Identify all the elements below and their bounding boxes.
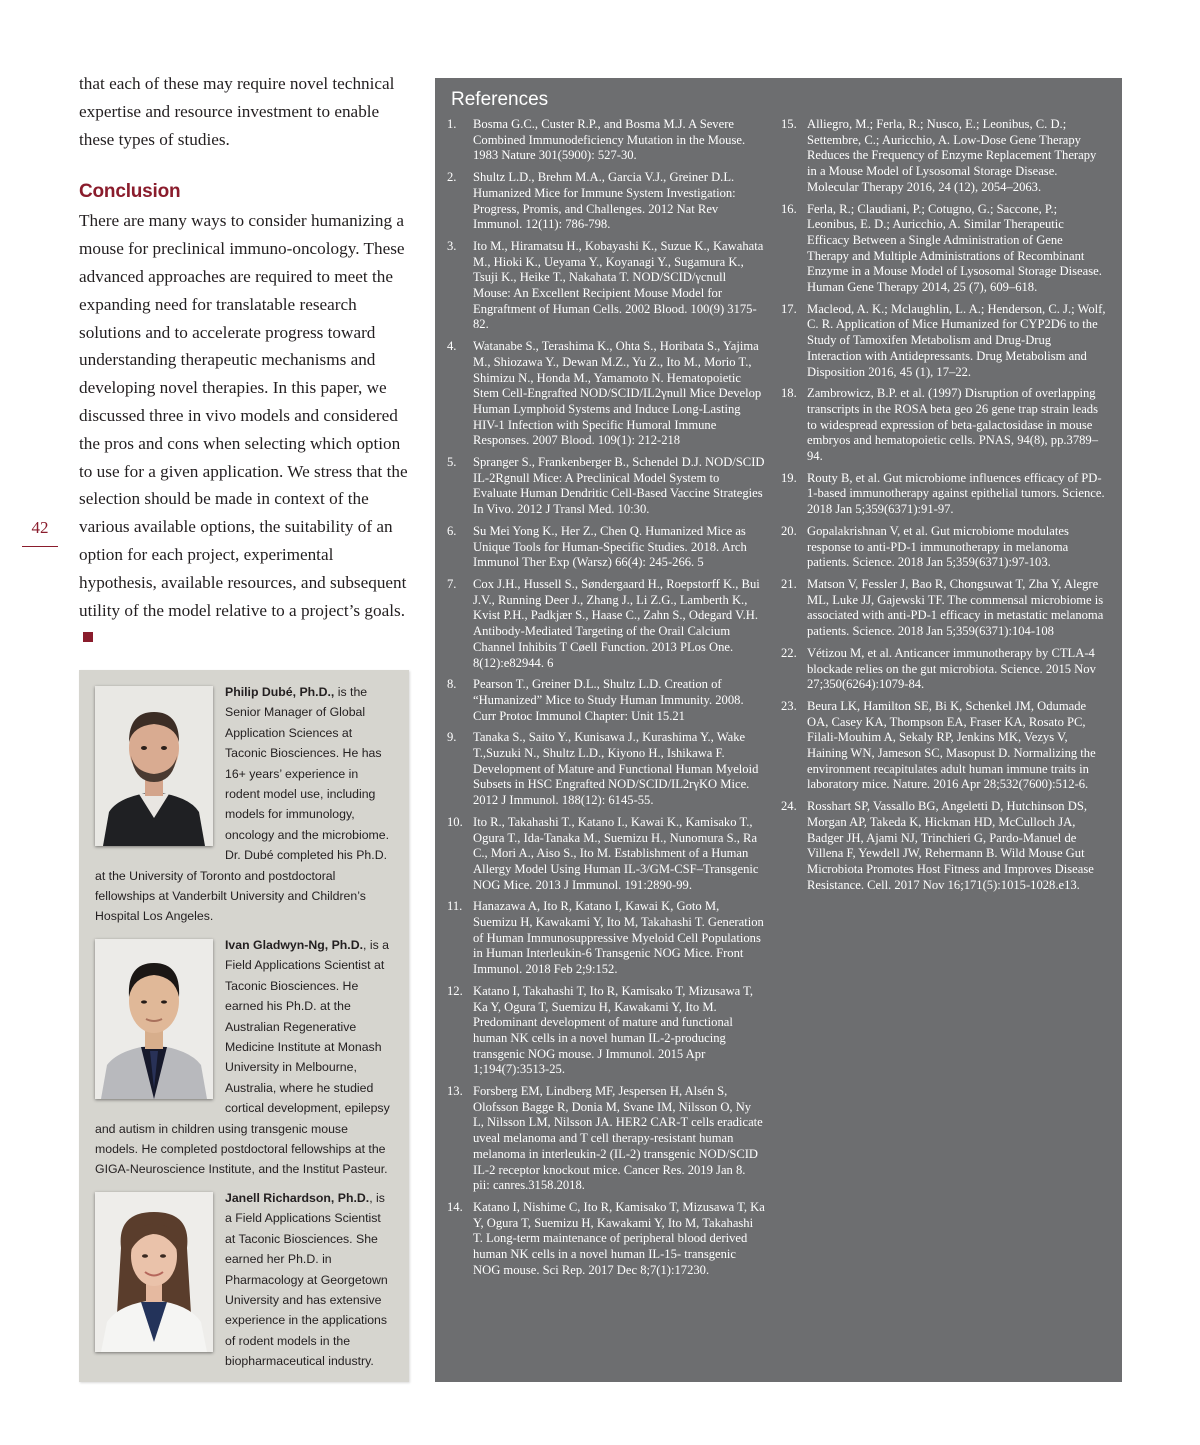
reference-item [447,170,765,233]
author-bios-panel [79,670,409,1382]
reference-number: 20. [781,523,797,538]
reference-text: Ito M., Hiramatsu H., Kobayashi K., Suzue K., Kawahata M., Hioki K., Ueyama Y., Koyanagi Y., Sugamura K., Tsuji K., Heike T., Nakahata T. NOD/SCID/γcnull Mouse: An Excellent Recipient Mouse Model for Engraftment of Human Cells. 2002 Blood. 100(9) 3175-82. [473,238,764,332]
reference-item [447,524,765,571]
reference-number: 21. [781,576,797,591]
reference-item [447,117,765,164]
reference-number: 8. [447,677,457,692]
reference-text: Routy B, et al. Gut microbiome influences efficacy of PD-1-based immunotherapy against epithelial tumors. Science. 2018 Jan 5;359(6371):91-97. [807,470,1105,517]
reference-item [781,699,1107,793]
author-name: Ivan Gladwyn-Ng, Ph.D. [225,938,364,952]
author-photo-janell-richardson [95,1192,213,1352]
reference-text: Beura LK, Hamilton SE, Bi K, Schenkel JM, Odumade OA, Casey KA, Thompson EA, Fraser KA, Rosato PC, Filali-Mouhim A, Sekaly RP, Jenkins MK, Vezys V, Haining WN, Jameson SC, Masopust D. Normalizing the environment recapitulates adult human immune traits in laboratory mice. Nature. 2016 Apr 28;532(7600):512-6. [807,698,1096,792]
reference-number: 14. [447,1200,463,1214]
reference-text: Ferla, R.; Claudiani, P.; Cotugno, G.; Saccone, P.; Leonibus, E. D.; Auricchio, A. Similar Therapeutic Efficacy Between a Single Administration of Gene Therapy and Multiple Administrations of Recombinant Enzyme in a Mouse Model of Lysosomal Storage Disease. Human Gene Therapy 2014, 25 (7), 609–618. [807,201,1102,295]
reference-text: Ito R., Takahashi T., Katano I., Kawai K., Kamisako T., Ogura T., Ida-Tanaka M., Suemizu H., Nunomura S., Ra C., Mori A., Aiso S., Ito M. Establishment of a Human Allergy Model Using Human IL-3/GM-CSF–Transgenic NOG Mice. 2013 J Immunol. 191:2890-99. [473,814,759,892]
references-column-right [781,117,1107,899]
reference-item [781,471,1107,518]
reference-text: Forsberg EM, Lindberg MF, Jespersen H, Alsén S, Olofsson Bagge R, Donia M, Svane IM, Nilsson O, Ny L, Nilsson LM, Nilsson JA. HER2 CAR-T cells eradicate uveal melanoma and T cell therapy-resistant human melanoma in interleukin-2 (IL-2) transgenic NOD/SCID IL-2 receptor knockout mice. Cancer Res. 2019 Jan 8. pii: canres.3158.2018. [473,1084,763,1193]
reference-text: Su Mei Yong K., Her Z., Chen Q. Humanized Mice as Unique Tools for Human-Specific Studies. 2018. Arch Immunol Ther Exp (Warsz) 66(4): 245-266. 5 [473,523,747,570]
reference-number: 5. [447,455,457,470]
reference-text: Watanabe S., Terashima K., Ohta S., Horibata S., Yajima M., Shiozawa Y., Dewan M.Z., Yu Z., Ito M., Morio T., Shimizu N., Honda M., Yamamoto N. Hematopoietic Stem Cell-Engrafted NOD/SCID/IL2γnull Mice Develop Human Lymphoid Systems and Induce Long-Lasting HIV-1 Infection with Specific Humoral Immune Responses. 2007 Blood. 109(1): 212-218 [473,339,762,448]
author-bio-text: , is a Field Applications Scientist at Taconic Biosciences. He earned his Ph.D. at the Australian Regenerative Medicine Institute at Monash University in Melbourne, Australia, where he studied cortical development, epilepsy and autism in children using transgenic mouse models. He completed postdoctoral fellowships at the GIGA-Neuroscience Institute, and the Institut Pasteur. [95,938,390,1177]
reference-text: Gopalakrishnan V, et al. Gut microbiome modulates response to anti-PD-1 immunotherapy in melanoma patients. Science. 2018 Jan 5;359(6371):97-103. [807,523,1069,570]
references-heading: References [451,89,549,110]
author-bio-ivan-gladwyn-ng [95,935,390,1180]
reference-text: Rosshart SP, Vassallo BG, Angeletti D, Hutchinson DS, Morgan AP, Takeda K, Hickman HD, McCulloch JA, Badger JH, Ajami NJ, Trinchieri G, Pardo-Manuel de Villena F, Yewdell JW, Rehermann B. Wild Mouse Gut Microbiota Promotes Host Fitness and Improves Disease Resistance. Cell. 2017 Nov 16;171(5):1015-1028.e13. [807,799,1094,892]
reference-item [447,677,765,724]
reference-item [447,899,765,978]
reference-text: Katano I, Nishime C, Ito R, Kamisako T, Mizusawa T, Ka Y, Ogura T, Suemizu H, Kawakami Y, Ito M, Takahashi T. Long-term maintenance of peripheral blood derived human NK cells in a novel human IL-15- transgenic NOG mouse. Sci Rep. 2017 Dec 8;7(1):17230. [473,1200,765,1277]
author-bio-text: , is a Field Applications Scientist at Taconic Biosciences. She earned her Ph.D. in Pharmacology at Georgetown University and has extensive experience in the applications of rodent models in the biopharmaceutical industry. [225,1191,388,1369]
reference-item [447,984,765,1078]
reference-text: Shultz L.D., Brehm M.A., Garcia V.J., Greiner D.L. Humanized Mice for Immune System Investigation: Progress, Promis, and Challenges. 2012 Nat Rev Immunol. 12(11): 786-798. [473,170,736,232]
reference-item [781,117,1107,196]
reference-number: 16. [781,201,797,216]
reference-number: 18. [781,386,797,401]
reference-item [781,386,1107,465]
reference-number: 4. [447,339,457,354]
reference-text: Macleod, A. K.; Mclaughlin, L. A.; Henderson, C. J.; Wolf, C. R. Application of Mice Humanized for CYP2D6 to the Study of Tamoxifen Metabolism and Drug-Drug Interaction with Antidepressants. Drug Metabolism and Disposition 2016, 45 (1), 17–22. [807,301,1106,379]
page-number-rule [22,546,58,547]
author-bio-text: is the Senior Manager of Global Application Sciences at Taconic Biosciences. He has 16+ years’ experience in rodent model use, including models for immunology, oncology and the microbiome. Dr. Dubé completed his Ph.D. at the University of Toronto and postdoctoral fellowships at Vanderbilt University and Children’s Hospital Los Angeles. [95,685,390,924]
reference-number: 19. [781,470,797,485]
reference-number: 7. [447,576,457,591]
reference-number: 23. [781,698,797,713]
end-of-article-mark [83,632,93,642]
reference-item [447,455,765,518]
reference-text: Pearson T., Greiner D.L., Shultz L.D. Creation of “Humanized” Mice to Study Human Immunity. 2008. Curr Protoc Immunol Chapter: Unit 15.21 [473,677,744,723]
conclusion-text: There are many ways to consider humanizing a mouse for preclinical immuno-oncology. These advanced approaches are required to meet the expanding need for translatable research solutions and to accelerate progress toward understanding therapeutic mechanisms and developing novel therapies. In this paper, we discussed three in vivo models and considered the pros and cons when selecting which option to use for a given application. We stress that the selection should be made in context of the various available options, the suitability of an option for each project, experimental hypothesis, available resources, and subsequent utility of the model relative to a project’s goals. [79,211,408,620]
reference-item [447,1084,765,1194]
reference-item [447,1200,765,1279]
reference-number: 1. [447,117,457,131]
intro-paragraph: that each of these may require novel technical expertise and resource investment to enable these types of studies. [79,74,395,149]
author-photo-philip-dube [95,686,213,846]
reference-number: 3. [447,238,457,253]
reference-number: 22. [781,645,797,660]
reference-number: 17. [781,301,797,316]
reference-item [781,302,1107,381]
reference-text: Cox J.H., Hussell S., Søndergaard H., Roepstorff K., Bui J.V., Running Deer J., Zhang J., Li Z.G., Lamberth K., Kvist P.H., Padkjær S., Haase C., Zahn S., Odegard V.H. Antibody-Mediated Targeting of the Orail Calcium Channel Inhibits T Cøell Function. 2013 PLos One. 8(12):e82944. 6 [473,576,760,670]
references-column-left [447,117,765,1285]
reference-number: 11. [447,899,463,914]
reference-item [447,577,765,671]
reference-text: Bosma G.C., Custer R.P., and Bosma M.J. A Severe Combined Immunodeficiency Mutation in the Mouse. 1983 Nature 301(5900): 527-30. [473,117,746,163]
reference-item [447,339,765,449]
reference-text: Vétizou M, et al. Anticancer immunotherapy by CTLA-4 blockade relies on the gut microbiota. Science. 2015 Nov 27;350(6264):1079-84. [807,645,1096,692]
reference-text: Tanaka S., Saito Y., Kunisawa J., Kurashima Y., Wake T.,Suzuki N., Shultz L.D., Kiyono H., Ishikawa F. Development of Mature and Functional Human Myeloid Subsets in HSC Engrafted NOD/SCID/IL2rγKO Mice. 2012 J Immunol. 188(12): 6145-55. [473,730,759,808]
reference-item [781,646,1107,693]
reference-item [447,239,765,333]
reference-number: 2. [447,170,457,185]
author-name: Philip Dubé, Ph.D., [225,685,335,699]
reference-number: 10. [447,814,463,829]
author-bio-janell-richardson [95,1188,390,1372]
page-number: 42 [31,518,49,537]
reference-item [447,815,765,894]
author-photo-ivan-gladwyn-ng [95,939,213,1099]
reference-number: 6. [447,523,457,538]
reference-text: Alliegro, M.; Ferla, R.; Nusco, E.; Leonibus, C. D.; Settembre, C.; Auricchio, A. Low-Dose Gene Therapy Reduces the Frequency of Enzyme Replacement Therapy in a Mouse Model of Lysosomal Storage Disease. Molecular Therapy 2016, 24 (12), 2054–2063. [807,117,1097,194]
reference-text: Matson V, Fessler J, Bao R, Chongsuwat T, Zha Y, Alegre ML, Luke JJ, Gajewski TF. The commensal microbiome is associated with anti-PD-1 efficacy in metastatic melanoma patients. Science. 2018 Jan 5;359(6371):104-108 [807,576,1104,639]
conclusion-paragraph [79,207,414,652]
reference-item [781,202,1107,296]
reference-number: 12. [447,983,463,998]
main-column [79,70,414,652]
conclusion-heading: Conclusion [79,181,181,203]
reference-text: Zambrowicz, B.P. et al. (1997) Disruption of overlapping transcripts in the ROSA beta geo 26 gene trap strain leads to widespread expression of beta-galactosidase in mouse embryos and hematopoietic cells. PNAS, 94(8), pp.3789–94. [807,386,1099,464]
reference-item [781,524,1107,571]
reference-text: Hanazawa A, Ito R, Katano I, Kawai K, Goto M, Suemizu H, Kawakami Y, Ito M, Takahashi T. Generation of Human Immunosuppressive Myeloid Cell Populations in Human Interleukin-6 Transgenic NOG Mice. Front Immunol. 2018 Feb 2;9:152. [473,899,764,977]
reference-text: Spranger S., Frankenberger B., Schendel D.J. NOD/SCID IL-2Rgnull Mice: A Preclinical Model System to Evaluate Human Dendritic Cell-Based Vaccine Strategies In Vivo. 2012 J Transl Med. 10:30. [473,455,765,517]
reference-number: 15. [781,117,797,131]
reference-number: 13. [447,1084,463,1099]
reference-text: Katano I, Takahashi T, Ito R, Kamisako T, Mizusawa T, Ka Y, Ogura T, Suemizu H, Kawakami Y, Ito M. Predominant development of mature and functional human NK cells in a novel human IL-2-producing transgenic NOG mouse. J Immunol. 2015 Apr 1;194(7):3513-25. [473,983,754,1077]
author-name: Janell Richardson, Ph.D. [225,1191,370,1205]
reference-item [781,577,1107,640]
reference-number: 24. [781,799,797,814]
author-bio-philip-dube [95,682,390,927]
reference-item [447,730,765,809]
references-panel [435,78,1122,1382]
reference-number: 9. [447,730,457,745]
reference-item [781,799,1107,893]
